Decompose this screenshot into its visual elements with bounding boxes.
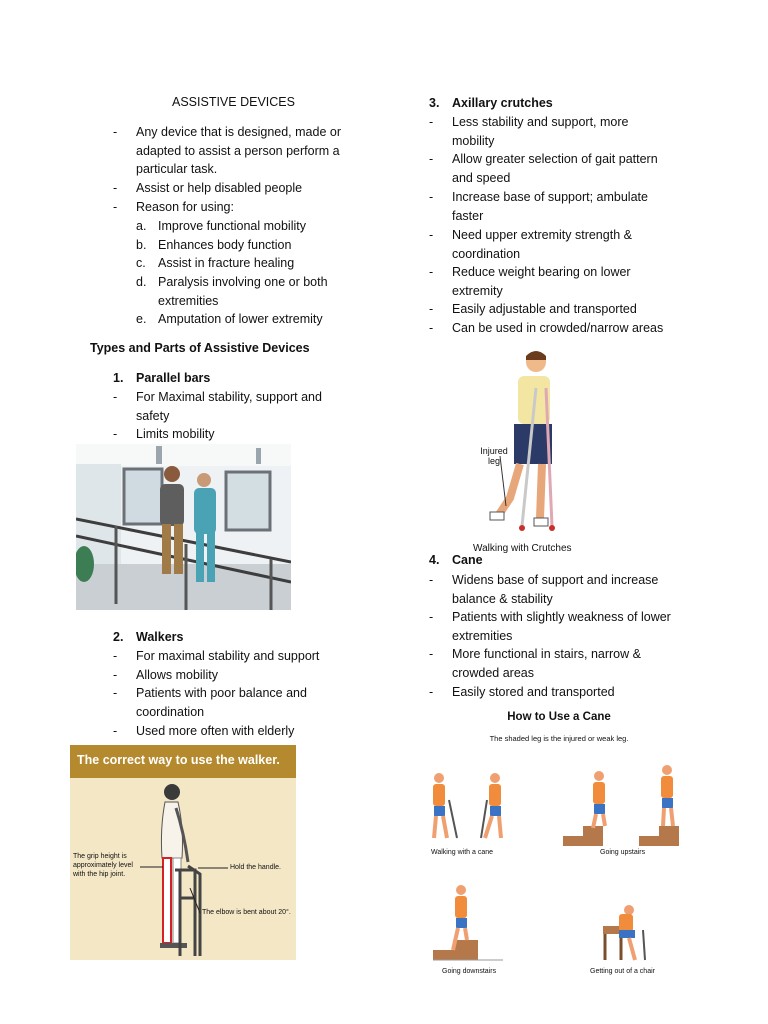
dash-marker: - <box>429 685 434 699</box>
dash-marker: - <box>429 265 434 279</box>
dash-marker: - <box>113 125 118 139</box>
elbow-label: The elbow is bent about 20°. <box>202 909 291 916</box>
list-marker: c. <box>136 256 146 270</box>
walker-banner-text: The correct way to use the walker. <box>77 753 280 767</box>
dash-marker: - <box>113 668 118 682</box>
section-number: 1. <box>113 371 124 385</box>
intro-item: Assist or help disabled people <box>136 181 303 195</box>
grip-label: The grip height is approximately level with the hip joint. <box>73 853 133 878</box>
walker-figure <box>70 745 296 960</box>
list-item: Widens base of support and increase balance & stability <box>452 573 659 606</box>
dash-marker: - <box>429 610 434 624</box>
list-item: Used more often with elderly <box>136 724 295 738</box>
panel-walking-caption: Walking with a cane <box>431 849 493 856</box>
injured-leg-label: Injured leg <box>480 446 508 466</box>
panel-chair-caption: Getting out of a chair <box>590 968 655 975</box>
parallel-bars-photo <box>76 444 291 610</box>
dash-marker: - <box>113 181 118 195</box>
dash-marker: - <box>429 573 434 587</box>
dash-marker: - <box>113 686 118 700</box>
section-heading: Types and Parts of Assistive Devices <box>90 341 310 355</box>
list-item: Patients with slightly weakness of lower extremities <box>452 610 671 643</box>
section-number: 2. <box>113 630 124 644</box>
dash-marker: - <box>429 115 434 129</box>
section-number: 3. <box>429 96 440 110</box>
list-item: Patients with poor balance and coordination <box>136 686 307 719</box>
list-marker: e. <box>136 312 147 326</box>
dash-marker: - <box>429 152 434 166</box>
section-title: Parallel bars <box>136 371 211 385</box>
dash-marker: - <box>429 228 434 242</box>
section-title: Axillary crutches <box>452 96 553 110</box>
cane-figure <box>423 710 695 980</box>
list-item: For maximal stability and support <box>136 649 320 663</box>
dash-marker: - <box>113 649 118 663</box>
list-item: More functional in stairs, narrow & crowded areas <box>452 647 641 680</box>
crutches-figure <box>470 348 600 558</box>
list-item: Increase base of support; ambulate faster <box>452 190 648 223</box>
reason-item: Paralysis involving one or both extremities <box>158 275 328 308</box>
reason-item: Assist in fracture healing <box>158 256 295 270</box>
crutches-caption: Walking with Crutches <box>473 543 572 554</box>
dash-marker: - <box>429 302 434 316</box>
list-item: Allows mobility <box>136 668 218 682</box>
panel-upstairs-caption: Going upstairs <box>600 849 646 856</box>
dash-marker: - <box>113 724 118 738</box>
dash-marker: - <box>113 427 118 441</box>
section-title: Walkers <box>136 630 184 644</box>
reason-item: Improve functional mobility <box>158 219 306 233</box>
dash-marker: - <box>429 321 434 335</box>
dash-marker: - <box>429 647 434 661</box>
list-marker: d. <box>136 275 147 289</box>
section-title: Cane <box>452 553 483 567</box>
reason-item: Amputation of lower extremity <box>158 312 323 326</box>
reason-item: Enhances body function <box>158 238 292 252</box>
list-item: Easily adjustable and transported <box>452 302 637 316</box>
intro-item: Reason for using: <box>136 200 234 214</box>
list-item: Can be used in crowded/narrow areas <box>452 321 664 335</box>
list-item: Easily stored and transported <box>452 685 615 699</box>
list-marker: b. <box>136 238 147 252</box>
section-number: 4. <box>429 553 440 567</box>
list-item: Allow greater selection of gait pattern and speed <box>452 152 658 185</box>
intro-item: Any device that is designed, made or adapted to assist a person perform a particular task. <box>136 125 341 177</box>
handle-label: Hold the handle. <box>230 864 281 871</box>
list-item: For Maximal stability, support and safety <box>136 390 322 423</box>
cane-figure-title: How to Use a Cane <box>507 711 611 723</box>
list-item: Need upper extremity strength & coordination <box>452 228 632 261</box>
dash-marker: - <box>113 390 118 404</box>
list-item: Reduce weight bearing on lower extremity <box>452 265 631 298</box>
page-title: ASSISTIVE DEVICES <box>172 95 295 109</box>
list-marker: a. <box>136 219 147 233</box>
panel-downstairs-caption: Going downstairs <box>442 968 497 975</box>
list-item: Limits mobility <box>136 427 215 441</box>
dash-marker: - <box>429 190 434 204</box>
cane-figure-subtitle: The shaded leg is the injured or weak leg. <box>489 734 629 743</box>
dash-marker: - <box>113 200 118 214</box>
list-item: Less stability and support, more mobility <box>452 115 629 148</box>
